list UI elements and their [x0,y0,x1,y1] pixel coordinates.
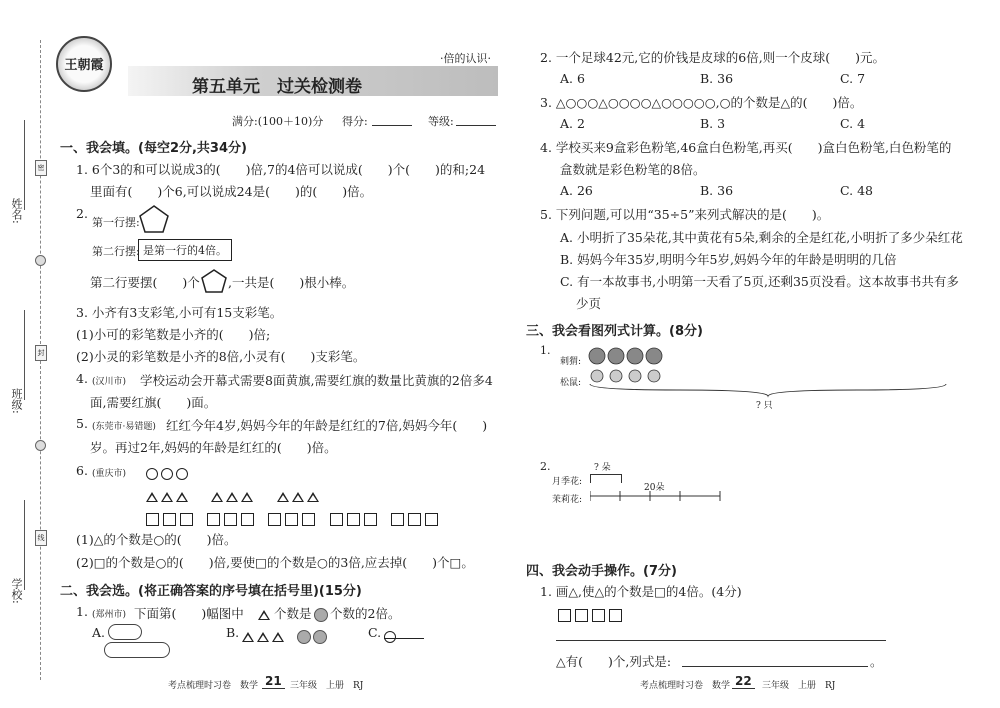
q1-line-a: 1. 6个3的和可以说成3的( )倍,7的4倍可以说成( )个( )的和;24 [76,162,486,177]
choice-q4-option-b[interactable]: B. 36 [700,183,734,198]
q2-row1-label: 第一行摆: [92,216,140,229]
grade-blank[interactable] [456,125,496,126]
seal-tab: 线 [35,530,47,546]
figure-1-number: 1. [540,344,551,357]
square-icon [207,513,220,526]
q7-text-b: 个数是 [274,606,312,621]
choice-q3-option-a[interactable]: A. 2 [560,116,585,131]
hedgehog-label: 刺猬: [560,357,582,367]
option-b-figure[interactable] [242,626,329,645]
square-icon [391,513,404,526]
q6-part2: (2)□的个数是○的( )倍,要使□的个数是○的3倍,应去掉( )个□。 [76,555,474,570]
triangle-icon [258,610,270,620]
option-c-label[interactable]: C. [368,625,382,640]
q4-source-tag: (汉川市) [92,377,127,387]
seal-tab: 封 [35,345,47,361]
q2-tail-b: ,一共是( )根小棒。 [228,275,355,290]
school-label: 学校: [10,578,23,604]
score-blank[interactable] [372,125,412,126]
draw-answer-b: 。 [870,654,883,669]
binding-hole [35,255,46,266]
q5-line-a: 红红今年4岁,妈妈今年的年龄是红红的7倍,妈妈今年( ) [166,418,488,433]
square-icon [408,513,421,526]
choice-q2: 2. 一个足球42元,它的价钱是皮球的6倍,则一个皮球( )元。 [540,50,885,65]
square-icon [180,513,193,526]
choice-q4-option-a[interactable]: A. 26 [560,183,593,198]
q3-part1: (1)小可的彩笔数是小齐的( )倍; [76,327,271,342]
footer-right-text: 考点梳理时习卷 数学 [640,681,731,691]
section-3-heading: 三、我会看图列式计算。(8分) [526,324,703,339]
circle-icon [314,608,328,622]
option-c-figure[interactable] [384,626,424,639]
square-icon [285,513,298,526]
square-icon [347,513,360,526]
pentagon-icon [138,204,170,234]
page-number-right: 22 [732,674,755,689]
footer-right-grade: 三年级 上册 RJ [762,681,836,691]
choice-q3: 3. △○○○△○○○○△○○○○○,○的个数是△的( )倍。 [540,95,863,110]
q4-number: 4. [76,371,88,386]
option-b-label[interactable]: B. [226,625,240,640]
draw-area-line[interactable] [556,640,886,641]
twenty-label: 20朵 [644,483,665,493]
circle-icon [313,630,327,644]
choice-q4-line-b: 盒数就是彩色粉笔的8倍。 [560,162,706,177]
page-number-left: 21 [262,674,285,689]
section-1-heading: 一、我会填。(每空2分,共34分) [60,141,247,156]
squirrel-label: 松鼠: [560,378,582,388]
q6-triangles-row [146,486,322,505]
choice-q4-option-c[interactable]: C. 48 [840,183,873,198]
choice-q2-option-b[interactable]: B. 36 [700,71,734,86]
figure-1-question: ? 只 [756,401,773,411]
q3-part2: (2)小灵的彩笔数是小齐的8倍,小灵有( )支彩笔。 [76,349,366,364]
section-4-heading: 四、我会动手操作。(7分) [526,564,677,579]
figure-1-bracket [588,382,948,398]
circle-icon [176,468,188,480]
choice-q5-option-b[interactable]: B. 妈妈今年35岁,明明今年5岁,妈妈今年的年龄是明明的几倍 [560,252,897,267]
hedgehog-icons [588,344,664,366]
choice-q2-option-c[interactable]: C. 7 [840,71,866,86]
choice-q5-option-c-line1[interactable]: C. 有一本故事书,小明第一天看了5页,还剩35页没看。这本故事书共有多 [560,274,959,289]
section-2-heading: 二、我会选。(将正确答案的序号填在括号里)(15分) [60,584,362,599]
choice-q2-option-a[interactable]: A. 6 [560,71,585,86]
triangle-icon [211,492,223,502]
square-icon [268,513,281,526]
circle-icon [297,630,311,644]
triangle-icon [272,632,284,642]
q2-note-box: 是第一行的4倍。 [138,239,232,261]
jasmine-label: 茉莉花: [552,495,583,505]
choice-q3-option-c[interactable]: C. 4 [840,116,866,131]
q7-source-tag: (郑州市) [92,610,127,620]
q4-line-b: 面,需要红旗( )面。 [90,395,217,410]
triangle-icon [226,492,238,502]
choice-q3-option-b[interactable]: B. 3 [700,116,726,131]
triangle-icon [176,492,188,502]
square-icon [609,609,622,622]
q7-inline-circle [314,604,330,623]
pentagon-icon [200,268,228,294]
square-icon [425,513,438,526]
circle-icon [384,631,396,643]
seal-tab: 密 [35,160,47,176]
square-icon [575,609,588,622]
q1-line-b: 里面有( )个6,可以说成24是( )的( )倍。 [90,184,373,199]
square-icon [592,609,605,622]
q6-part1: (1)△的个数是○的( )倍。 [76,532,237,547]
school-blank[interactable] [24,500,25,590]
option-a-circles[interactable] [108,624,142,640]
q6-number: 6. [76,463,88,478]
square-icon [558,609,571,622]
square-icon [302,513,315,526]
q6-source-tag: (重庆市) [92,469,127,479]
triangle-icon [241,492,253,502]
score-label: 得分: [342,115,368,128]
jasmine-bar [590,488,722,502]
q5-line-b: 岁。再过2年,妈妈的年龄是红红的( )倍。 [90,440,337,455]
choice-q5-option-a[interactable]: A. 小明折了35朵花,其中黄花有5朵,剩余的全是红花,小明折了多少朵红花 [560,230,963,245]
name-label: 姓名: [10,198,23,224]
triangle-icon [161,492,173,502]
q7-text-c: 个数的2倍。 [330,606,401,621]
square-icon [163,513,176,526]
draw-q1: 1. 画△,使△的个数是□的4倍。(4分) [540,584,742,599]
square-icon [224,513,237,526]
option-a-label[interactable]: A. [92,625,106,640]
figure-2-question: ? 朵 [594,463,611,473]
triangle-icon [292,492,304,502]
logo-text: 王朝霞 [64,58,104,73]
square-icon [364,513,377,526]
figure-2-number: 2. [540,460,551,473]
circle-icon [146,468,158,480]
q6-circles-row [146,463,191,482]
score-line: 满分:(100＋10)分 [232,115,324,128]
q2-row2-label: 第二行摆: [92,245,140,258]
square-icon [241,513,254,526]
draw-q1-squares [558,605,626,624]
rose-bar [590,474,622,483]
q5-source-tag: (东莞市·易错题) [92,422,156,432]
choice-q5-option-c-line2: 少页 [576,296,602,311]
triangle-icon [277,492,289,502]
option-a-triangles[interactable] [104,642,170,658]
draw-answer-a: △有( )个,列式是: [556,654,672,669]
q7-number: 1. [76,604,88,619]
q4-line-a: 学校运动会开幕式需要8面黄旗,需要红旗的数量比黄旗的2倍多4 [140,373,493,388]
grade-label: 等级: [428,115,454,128]
circle-icon [161,468,173,480]
expression-blank[interactable] [682,666,868,667]
square-icon [146,513,159,526]
q2-number: 2. [76,206,88,221]
class-label: 班级: [10,388,23,414]
page-title: 第五单元 过关检测卷 [192,77,362,97]
footer-left-text: 考点梳理时习卷 数学 [168,681,259,691]
q5-number: 5. [76,416,88,431]
triangle-icon [242,632,254,642]
binding-hole [35,440,46,451]
q3-text: 3. 小齐有3支彩笔,小可有15支彩笔。 [76,305,283,320]
q7-inline-icons [258,604,273,623]
q7-text-a: 下面第( )幅图中 [134,606,244,621]
choice-q4-line-a: 4. 学校买来9盒彩色粉笔,46盒白色粉笔,再买( )盒白色粉笔,白色粉笔的 [540,140,952,155]
brand-logo [56,36,112,92]
square-icon [330,513,343,526]
q2-tail-a: 第二行要摆( )个 [90,275,200,290]
triangle-icon [307,492,319,502]
class-blank[interactable] [24,310,25,400]
name-blank[interactable] [24,120,25,210]
topic-label: ·倍的认识· [440,52,491,65]
triangle-icon [146,492,158,502]
choice-q5: 5. 下列问题,可以用“35÷5”来列式解决的是( )。 [540,207,830,222]
rose-label: 月季花: [552,477,583,487]
footer-left-grade: 三年级 上册 RJ [290,681,364,691]
q6-squares-row [146,509,442,528]
triangle-icon [257,632,269,642]
